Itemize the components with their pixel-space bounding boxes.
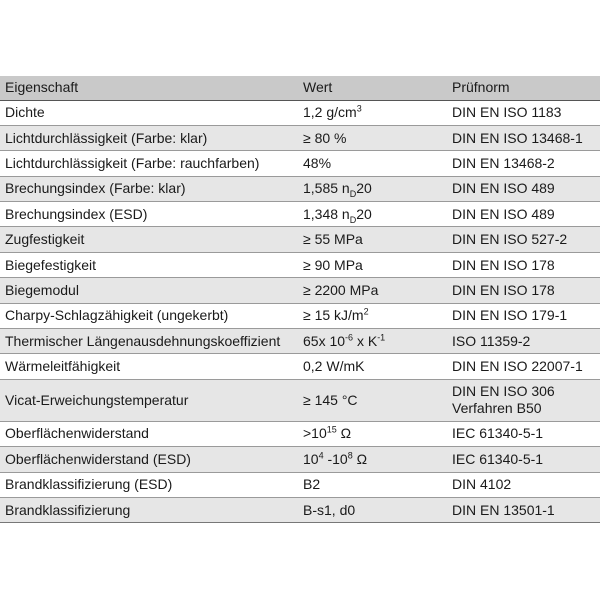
value-cell: [298, 176, 447, 201]
value-segment: >10: [303, 425, 327, 442]
norm-line: Verfahren B50: [452, 400, 542, 417]
property-cell: Vicat-Erweichungstemperatur: [0, 379, 298, 421]
value-segment: 1,585 n: [303, 180, 350, 197]
value-cell: [298, 303, 447, 328]
property-cell: Brechungsindex (ESD): [0, 202, 298, 227]
value-segment: 1,2 g/cm: [303, 104, 357, 121]
norm-line: DIN EN ISO 178: [452, 256, 555, 273]
norm-line: DIN EN ISO 306: [452, 383, 555, 400]
table-row: [0, 227, 600, 252]
table-row: [0, 379, 600, 421]
value-segment: 2: [363, 306, 369, 317]
norm-line: DIN EN ISO 1183: [452, 104, 562, 121]
norm-cell: [447, 202, 600, 227]
property-cell: Thermischer Längenausdehnungskoeffizient: [0, 329, 298, 354]
property-cell: Brandklassifizierung (ESD): [0, 472, 298, 497]
norm-cell: [447, 227, 600, 252]
header-row: [0, 76, 600, 100]
value-segment: B2: [303, 476, 321, 493]
norm-line: ISO 11359-2: [452, 332, 531, 349]
table-row: [0, 421, 600, 446]
value-segment: ≥ 80 %: [303, 129, 347, 146]
value-segment: 48%: [303, 154, 332, 171]
norm-line: DIN EN ISO 489: [452, 180, 555, 197]
property-cell: Brechungsindex (Farbe: klar): [0, 176, 298, 201]
value-segment: 1,348 n: [303, 205, 350, 222]
table-row: [0, 100, 600, 125]
table-row: [0, 176, 600, 201]
value-segment: ≥ 55 MPa: [303, 231, 363, 248]
value-segment: 8: [347, 450, 353, 461]
norm-line: DIN EN 13468-2: [452, 154, 555, 171]
norm-cell: [447, 151, 600, 176]
value-cell: [298, 252, 447, 277]
norm-line: IEC 61340-5-1: [452, 450, 544, 467]
value-segment: -6: [345, 332, 354, 343]
value-segment: -1: [377, 332, 386, 343]
value-cell: [298, 202, 447, 227]
property-cell: Lichtdurchlässigkeit (Farbe: klar): [0, 125, 298, 150]
table-row: [0, 202, 600, 227]
value-segment: ≥ 90 MPa: [303, 256, 363, 273]
value-segment: 65x 10: [303, 332, 346, 349]
header-norm: Prüfnorm: [447, 76, 600, 100]
norm-cell: [447, 278, 600, 303]
value-segment: ≥ 145 °C: [303, 391, 358, 408]
table-row: [0, 329, 600, 354]
header-property: Eigenschaft: [0, 76, 298, 100]
value-cell: [298, 472, 447, 497]
table-header: [0, 76, 600, 100]
value-segment: -10: [323, 450, 348, 467]
value-cell: [298, 421, 447, 446]
norm-cell: [447, 497, 600, 522]
table-row: [0, 303, 600, 328]
value-cell: [298, 151, 447, 176]
norm-cell: [447, 176, 600, 201]
value-segment: 0,2 W/mK: [303, 358, 365, 375]
value-segment: Ω: [336, 425, 352, 442]
property-cell: Lichtdurchlässigkeit (Farbe: rauchfarben): [0, 151, 298, 176]
table-row: [0, 252, 600, 277]
properties-table: [0, 76, 600, 523]
table-body: [0, 100, 600, 523]
value-segment: 20: [356, 205, 372, 222]
value-segment: 10: [303, 450, 319, 467]
norm-line: IEC 61340-5-1: [452, 425, 544, 442]
value-cell: [298, 497, 447, 522]
norm-cell: [447, 329, 600, 354]
property-cell: Charpy-Schlagzähigkeit (ungekerbt): [0, 303, 298, 328]
value-segment: 20: [356, 180, 372, 197]
property-cell: Wärmeleitfähigkeit: [0, 354, 298, 379]
value-segment: Ω: [352, 450, 368, 467]
property-cell: Oberflächenwiderstand: [0, 421, 298, 446]
norm-cell: [447, 447, 600, 472]
norm-cell: [447, 472, 600, 497]
header-value: Wert: [298, 76, 447, 100]
value-cell: [298, 227, 447, 252]
norm-line: DIN 4102: [452, 476, 512, 493]
value-segment: D: [349, 189, 357, 200]
value-cell: [298, 354, 447, 379]
norm-cell: [447, 421, 600, 446]
value-cell: [298, 329, 447, 354]
value-segment: x K: [353, 332, 378, 349]
table-row: [0, 447, 600, 472]
norm-line: DIN EN ISO 489: [452, 205, 555, 222]
value-cell: [298, 125, 447, 150]
property-cell: Biegefestigkeit: [0, 252, 298, 277]
norm-cell: [447, 354, 600, 379]
table-row: [0, 497, 600, 522]
value-cell: [298, 278, 447, 303]
norm-cell: [447, 252, 600, 277]
norm-cell: [447, 379, 600, 421]
value-cell: [298, 379, 447, 421]
value-segment: D: [349, 214, 357, 225]
norm-line: DIN EN 13501-1: [452, 501, 555, 518]
norm-line: DIN EN ISO 179-1: [452, 307, 568, 324]
value-segment: B-s1, d0: [303, 501, 356, 518]
property-cell: Dichte: [0, 100, 298, 125]
property-cell: Brandklassifizierung: [0, 497, 298, 522]
table-row: [0, 354, 600, 379]
norm-line: DIN EN ISO 178: [452, 281, 555, 298]
properties-sheet: [0, 76, 600, 523]
norm-line: DIN EN ISO 527-2: [452, 231, 568, 248]
value-segment: ≥ 2200 MPa: [303, 281, 379, 298]
table-row: [0, 472, 600, 497]
norm-line: DIN EN ISO 22007-1: [452, 358, 583, 375]
norm-cell: [447, 125, 600, 150]
table-row: [0, 278, 600, 303]
norm-cell: [447, 100, 600, 125]
norm-line: DIN EN ISO 13468-1: [452, 129, 583, 146]
table-row: [0, 125, 600, 150]
property-cell: Zugfestigkeit: [0, 227, 298, 252]
property-cell: Biegemodul: [0, 278, 298, 303]
value-cell: [298, 100, 447, 125]
norm-cell: [447, 303, 600, 328]
value-cell: [298, 447, 447, 472]
value-segment: ≥ 15 kJ/m: [303, 307, 364, 324]
property-cell: Oberflächenwiderstand (ESD): [0, 447, 298, 472]
value-segment: 4: [318, 450, 324, 461]
table-row: [0, 151, 600, 176]
value-segment: 15: [326, 424, 337, 435]
value-segment: 3: [356, 103, 362, 114]
